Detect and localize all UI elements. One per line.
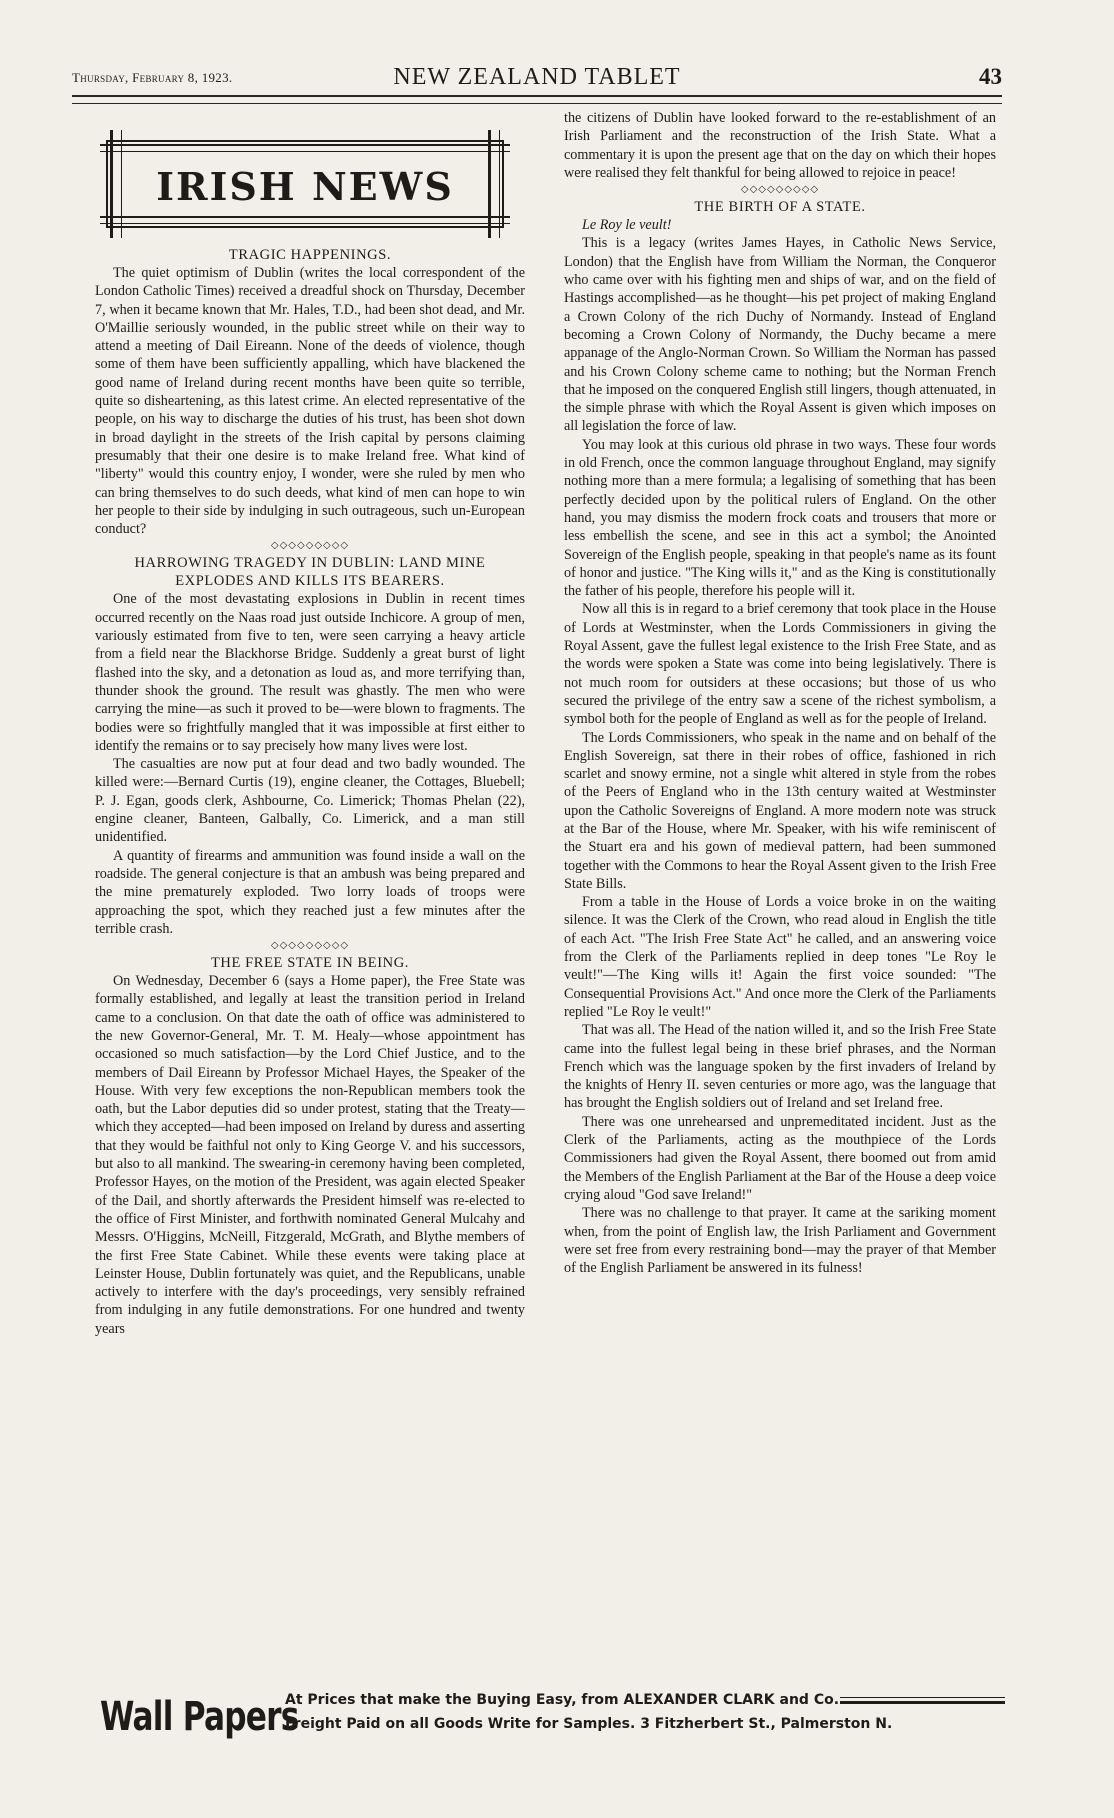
header-rule bbox=[72, 95, 1002, 104]
article-paragraph: The Lords Commissioners, who speak in the name and on behalf of the English Sovereign, sat there in their robes of office, fashioned in rich scarlet and snowy ermine, not a single whit altered in style from the robes of the Peers of England who in the 13th century waited at Westminster upon the Catholic Sovereigns of England. A more modern note was struck at the Bar of the House, where Mr. Speaker, with his wife reminiscent of the Stuart era and his gown of medieval pattern, had been summoned together with the Commons to hear the Royal Assent given to the Irish Free State Bills. bbox=[564, 729, 996, 892]
article-paragraph: This is a legacy (writes James Hayes, in Catholic News Service, London) that the English have from William the Norman, the Conqueror who came over with his fighting men and ships of war, and on the field of Hastings accomplished—as he thought—his pet project of making England a Crown Colony of the rich Duchy of Normandy. Instead of England becoming a Crown Colony of Normandy, the Duchy became a mere appanage of the Anglo-Norman Crown. So William the Norman has passed and his Crown Colony scheme came to nothing; but the Norman French that he imposed on the conquered English still lingers, though attenuated, in the simple phrase with which the Royal Assent is given which imposes on all legislation the force of law. bbox=[564, 235, 996, 435]
advert-brand: Wall Papers bbox=[100, 1694, 299, 1740]
article-motto: Le Roy le veult! bbox=[582, 217, 672, 234]
advert-rule bbox=[840, 1697, 1005, 1698]
page-number: 43 bbox=[979, 64, 1002, 89]
article-paragraph: The casualties are now put at four dead and two badly wounded. The killed were:—Bernard Curtis (19), engine cleaner, the Cottages, Bluebell; P. J. Egan, goods clerk, Ashbourne, Co. Limerick; Thomas Phelan (22), engine cleaner, Banteen, Galbally, Co. Limerick, and a man still unidentified. bbox=[95, 756, 525, 846]
article-paragraph: There was one unrehearsed and unpremeditated incident. Just as the Clerk of the Parliaments, acting as the mouthpiece of the Lords Commissioners had given the Royal Assent, there boomed out from amid the Members of the English Parliament at the Bar of the House a deep voice crying aloud "God save Ireland!" bbox=[564, 1113, 996, 1203]
issue-date: Thursday, February 8, 1923. bbox=[72, 70, 233, 85]
ornament-divider: ◇◇◇◇◇◇◇◇◇ bbox=[270, 940, 350, 952]
article-paragraph: On Wednesday, December 6 (says a Home paper), the Free State was formally established, and legally at least the transition period in Ireland came to a conclusion. On that date the oath of office was administered to the new Governor-General, Mr. T. M. Healy—whose appointment has occasioned so much satisfaction—by the Lord Chief Justice, and to the members of Dail Eireann by Professor Michael Hayes, the Speaker of the House. With very few exceptions the non-Republican members took the oath, but the Labor deputies did so under protest, stating that the Treaty—which they accepted—had been imposed on Ireland by duress and asserting that they would be faithful not only to King George V. and his successors, but also to all mankind. The swearing-in ceremony having been completed, Professor Hayes, on the motion of the President, was again elected Speaker of the Dail, and shortly afterwards the President himself was re-elected to the office of First Minister, and forthwith nominated General Mulcahy and Messrs. O'Higgins, McNeill, Fitzgerald, McGrath, and Blythe members of the first Free State Cabinet. While these events were taking place at Leinster House, Dublin fortunately was quiet, and the Republicans, unable actively to interfere with the day's proceedings, very sensibly refrained from indulging in any futile demonstrations. For one hundred and twenty years bbox=[95, 973, 525, 1337]
running-head bbox=[72, 64, 1002, 94]
ornament-divider: ◇◇◇◇◇◇◇◇◇ bbox=[740, 184, 820, 196]
advert-line-2: Freight Paid on all Goods Write for Samples. 3 Fitzherbert St., Palmerston N. bbox=[285, 1716, 893, 1732]
continued-paragraph: the citizens of Dublin have looked forward to the re-establishment of an Irish Parliament and the reconstruction of the Irish State. What a commentary it is upon the present age that on the day on which their hopes were realised they felt thankful for being allowed to rejoice in peace! bbox=[564, 110, 996, 181]
section-banner bbox=[100, 130, 510, 238]
article-heading: THE BIRTH OF A STATE. bbox=[694, 199, 866, 216]
banner-title: IRISH NEWS bbox=[156, 164, 454, 209]
advert-rule bbox=[840, 1701, 1005, 1704]
right-column bbox=[564, 109, 996, 1277]
article-paragraph: A quantity of firearms and ammunition was found inside a wall on the roadside. The general conjecture is that an ambush was being prepared and the mine prematurely exploded. Two lorry loads of troops were approaching the spot, which they reached just a few minutes after the terrible crash. bbox=[95, 847, 525, 937]
article-heading: THE FREE STATE IN BEING. bbox=[210, 955, 410, 972]
article-paragraph: One of the most devastating explosions in Dublin in recent times occurred recently on the Naas road just outside Inchicore. A group of men, variously estimated from five to ten, were seen carrying a heavy article from a field near the Blackhorse Bridge. Suddenly a great burst of light flashed into the sky, and a detonation as loud as, and more terrifying than, thunder shook the ground. The result was ghastly. The men who were carrying the mine—as such it proved to be—were blown to fragments. The bodies were so frightfully mangled that it was impossible at first either to identify the remains or to say precisely how many lives were lost. bbox=[95, 591, 525, 754]
left-column bbox=[95, 246, 525, 1338]
publication-title: NEW ZEALAND TABLET bbox=[393, 64, 681, 90]
article-paragraph: The quiet optimism of Dublin (writes the local correspondent of the London Catholic Times) received a dreadful shock on Thursday, December 7, when it became known that Mr. Hales, T.D., had been shot dead, and Mr. O'Maillie seriously wounded, in the public street while on their way to attend a meeting of Dail Eireann. None of the deeds of violence, though some of them have been sufficiently appalling, which have blackened the good name of Ireland during recent months have been quite so terrible, quite so disheartening, as this latest crime. An elected representative of the people, on his way to discharge the duties of his trust, has been shot down in broad daylight in the streets of the Irish capital by persons claiming presumably that their one desire is to make Ireland free. What kind of "liberty" would this country enjoy, I wonder, were she ruled by men who can bring themselves to do such deeds, what kind of men can hope to win her people to their side by indulging in such outrageous, such un-European conduct? bbox=[95, 265, 525, 538]
article-heading: TRAGIC HAPPENINGS. bbox=[228, 247, 392, 263]
ornament-divider: ◇◇◇◇◇◇◇◇◇ bbox=[270, 540, 350, 552]
article-paragraph: You may look at this curious old phrase in two ways. These four words in old French, once the common language throughout England, may signify nothing more than a mere formula; a legalising of something that has been perfectly decided upon by the political rulers of England. On the other hand, you may dismiss the modern frock coats and trousers that more or less embellish the scene, and see in this act a symbol; the Anointed Sovereign of the English people, speaking in that people's name as its fount of honor and justice. "The King wills it," and as the King is constitutionally the father of his people, therefore his people will it. bbox=[564, 436, 996, 600]
article-paragraph: From a table in the House of Lords a voice broke in on the waiting silence. It was the Clerk of the Crown, who read aloud in English the title of each Act. "The Irish Free State Act" he called, and an answering voice from the Clerk of the Parliaments replied in deep tones "Le Roy le veult!"—The King wills it! Again the first voice sounded: "The Consequential Provisions Act." And once more the Clerk of the Parliaments replied "Le Roy le veult!" bbox=[564, 894, 996, 1020]
article-paragraph: Now all this is in regard to a brief ceremony that took place in the House of Lords at Westminster, when the Lords Commissioners in giving the Royal Assent, gave the fullest legal existence to the Irish Free State, and as the words were spoken a State was come into being legislatively. There is not much room for outsiders at these occasions; but those of us who secured the privilege of the entry saw a scene of the richest symbolism, a symbol both for the people of England as well as for the people of Ireland. bbox=[564, 601, 996, 728]
article-paragraph: That was all. The Head of the nation willed it, and so the Irish Free State came into the fullest legal being in these brief phrases, and the Norman French which was the language spoken by the first invaders of Ireland by the knights of Henry II. seven centuries or more ago, was the language that has brought the English soldiers out of Ireland and set Ireland free. bbox=[564, 1022, 996, 1112]
article-heading: HARROWING TRAGEDY IN DUBLIN: LAND MINE EXPLODES AND KILLS ITS BEARERS. bbox=[134, 555, 486, 590]
advert-line-1: At Prices that make the Buying Easy, from ALEXANDER CLARK and Co. bbox=[285, 1692, 840, 1708]
article-paragraph: There was no challenge to that prayer. It came at the sariking moment when, from the point of English law, the Irish Parliament and Government were set free from every restraining bond—may the prayer of that Member of the English Parliament be answered in its fulness! bbox=[564, 1205, 996, 1277]
